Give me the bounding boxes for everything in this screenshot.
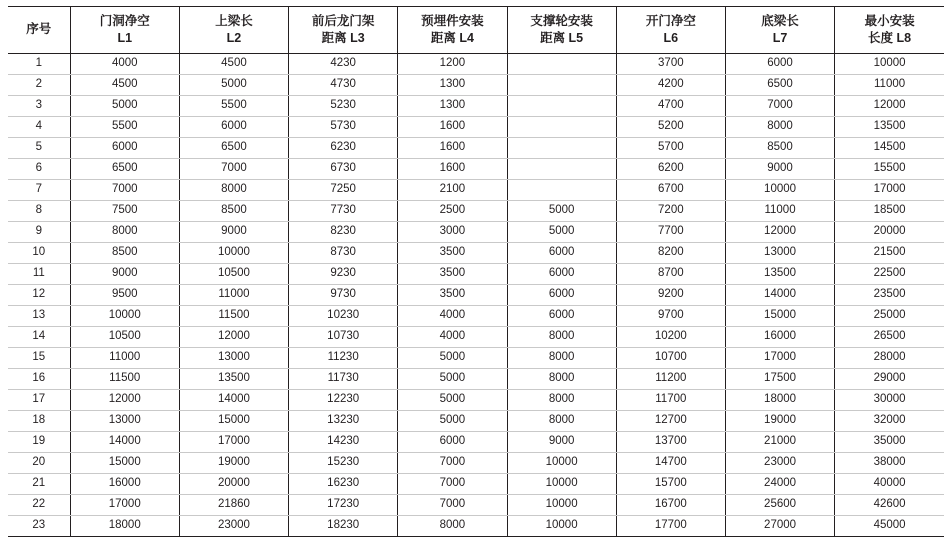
cell-l4: 3000 — [398, 222, 507, 243]
cell-l6: 5700 — [616, 138, 725, 159]
cell-l8: 42600 — [835, 495, 944, 516]
cell-l7: 18000 — [725, 390, 834, 411]
cell-l7: 25600 — [725, 495, 834, 516]
table-row — [8, 96, 944, 117]
cell-l8: 22500 — [835, 264, 944, 285]
cell-l7: 14000 — [725, 285, 834, 306]
cell-l6: 6200 — [616, 159, 725, 180]
cell-l6: 14700 — [616, 453, 725, 474]
cell-l6: 8700 — [616, 264, 725, 285]
cell-l3: 7250 — [289, 180, 398, 201]
cell-l2: 23000 — [179, 516, 288, 537]
column-header-l2 — [179, 7, 288, 54]
cell-l3: 10730 — [289, 327, 398, 348]
cell-l2: 11000 — [179, 285, 288, 306]
cell-l2: 5000 — [179, 75, 288, 96]
cell-l4: 4000 — [398, 327, 507, 348]
cell-l1: 7000 — [70, 180, 179, 201]
cell-l1: 6500 — [70, 159, 179, 180]
cell-index: 17 — [8, 390, 70, 411]
cell-l2: 10000 — [179, 243, 288, 264]
cell-l2: 21860 — [179, 495, 288, 516]
cell-l7: 24000 — [725, 474, 834, 495]
cell-l2: 17000 — [179, 432, 288, 453]
cell-l8: 17000 — [835, 180, 944, 201]
cell-l4: 5000 — [398, 369, 507, 390]
column-header-line2: L7 — [772, 30, 788, 45]
cell-l3: 6730 — [289, 159, 398, 180]
cell-l2: 19000 — [179, 453, 288, 474]
cell-l4: 2500 — [398, 201, 507, 222]
cell-index: 20 — [8, 453, 70, 474]
cell-l3: 5730 — [289, 117, 398, 138]
cell-l7: 8000 — [725, 117, 834, 138]
column-header-l4 — [398, 7, 507, 54]
cell-l2: 5500 — [179, 96, 288, 117]
cell-index: 1 — [8, 54, 70, 75]
cell-l4: 4000 — [398, 306, 507, 327]
cell-l8: 26500 — [835, 327, 944, 348]
column-header-line2: 长度 L8 — [868, 30, 912, 45]
cell-l5: 5000 — [507, 222, 616, 243]
cell-l3: 6230 — [289, 138, 398, 159]
cell-l3: 17230 — [289, 495, 398, 516]
cell-l7: 10000 — [725, 180, 834, 201]
cell-l2: 15000 — [179, 411, 288, 432]
cell-l7: 17000 — [725, 348, 834, 369]
cell-l6: 15700 — [616, 474, 725, 495]
cell-l7: 6500 — [725, 75, 834, 96]
cell-l2: 6500 — [179, 138, 288, 159]
cell-l6: 9200 — [616, 285, 725, 306]
cell-l6: 4700 — [616, 96, 725, 117]
cell-l4: 5000 — [398, 348, 507, 369]
cell-l6: 6700 — [616, 180, 725, 201]
cell-l3: 16230 — [289, 474, 398, 495]
specification-table — [8, 6, 944, 537]
cell-l5 — [507, 96, 616, 117]
table-row — [8, 411, 944, 432]
cell-l8: 15500 — [835, 159, 944, 180]
cell-l5 — [507, 117, 616, 138]
cell-l7: 13000 — [725, 243, 834, 264]
table-row — [8, 264, 944, 285]
column-header-l6 — [616, 7, 725, 54]
cell-l2: 10500 — [179, 264, 288, 285]
cell-l7: 6000 — [725, 54, 834, 75]
cell-l5 — [507, 75, 616, 96]
cell-index: 6 — [8, 159, 70, 180]
cell-l8: 30000 — [835, 390, 944, 411]
column-header-line1: 序号 — [26, 22, 52, 37]
cell-l5: 8000 — [507, 348, 616, 369]
cell-l8: 14500 — [835, 138, 944, 159]
cell-l2: 8000 — [179, 180, 288, 201]
cell-l7: 15000 — [725, 306, 834, 327]
cell-l8: 25000 — [835, 306, 944, 327]
column-header-line1: 上梁长 — [215, 14, 253, 28]
cell-index: 15 — [8, 348, 70, 369]
cell-l6: 8200 — [616, 243, 725, 264]
cell-index: 9 — [8, 222, 70, 243]
cell-l4: 3500 — [398, 285, 507, 306]
cell-l5: 8000 — [507, 327, 616, 348]
cell-l1: 17000 — [70, 495, 179, 516]
cell-l4: 8000 — [398, 516, 507, 537]
cell-l8: 18500 — [835, 201, 944, 222]
column-header-line2: L1 — [117, 30, 133, 45]
cell-l1: 8500 — [70, 243, 179, 264]
cell-l6: 7200 — [616, 201, 725, 222]
cell-index: 11 — [8, 264, 70, 285]
column-header-line1: 底梁长 — [761, 14, 799, 28]
cell-l2: 8500 — [179, 201, 288, 222]
cell-l7: 17500 — [725, 369, 834, 390]
column-header-index — [8, 7, 70, 54]
cell-l1: 4500 — [70, 75, 179, 96]
cell-l8: 11000 — [835, 75, 944, 96]
cell-l1: 4000 — [70, 54, 179, 75]
table-row — [8, 75, 944, 96]
cell-l7: 13500 — [725, 264, 834, 285]
cell-l1: 10000 — [70, 306, 179, 327]
cell-l5: 10000 — [507, 474, 616, 495]
table-row — [8, 390, 944, 411]
cell-l3: 9730 — [289, 285, 398, 306]
cell-l3: 12230 — [289, 390, 398, 411]
cell-l1: 9500 — [70, 285, 179, 306]
table-row — [8, 54, 944, 75]
cell-l6: 11200 — [616, 369, 725, 390]
cell-l8: 45000 — [835, 516, 944, 537]
column-header-l3 — [289, 7, 398, 54]
cell-l4: 5000 — [398, 390, 507, 411]
cell-l6: 7700 — [616, 222, 725, 243]
column-header-line2: 距离 L5 — [540, 30, 584, 45]
cell-l2: 13500 — [179, 369, 288, 390]
cell-l4: 1600 — [398, 138, 507, 159]
cell-l5: 10000 — [507, 516, 616, 537]
cell-l6: 10700 — [616, 348, 725, 369]
cell-l3: 13230 — [289, 411, 398, 432]
cell-index: 22 — [8, 495, 70, 516]
table-row — [8, 159, 944, 180]
cell-l4: 1300 — [398, 96, 507, 117]
cell-l6: 10200 — [616, 327, 725, 348]
cell-l1: 10500 — [70, 327, 179, 348]
table-row — [8, 327, 944, 348]
cell-l1: 5000 — [70, 96, 179, 117]
cell-l8: 40000 — [835, 474, 944, 495]
cell-l7: 12000 — [725, 222, 834, 243]
cell-l7: 16000 — [725, 327, 834, 348]
cell-l5: 5000 — [507, 201, 616, 222]
cell-l3: 4230 — [289, 54, 398, 75]
cell-l8: 12000 — [835, 96, 944, 117]
cell-l5: 10000 — [507, 453, 616, 474]
cell-l6: 11700 — [616, 390, 725, 411]
cell-l1: 11000 — [70, 348, 179, 369]
table-row — [8, 180, 944, 201]
cell-l3: 14230 — [289, 432, 398, 453]
cell-l2: 7000 — [179, 159, 288, 180]
cell-l8: 35000 — [835, 432, 944, 453]
column-header-l8 — [835, 7, 944, 54]
table-row — [8, 516, 944, 537]
cell-l6: 17700 — [616, 516, 725, 537]
cell-l7: 23000 — [725, 453, 834, 474]
cell-l6: 16700 — [616, 495, 725, 516]
table-row — [8, 201, 944, 222]
cell-l2: 12000 — [179, 327, 288, 348]
cell-index: 3 — [8, 96, 70, 117]
cell-l4: 7000 — [398, 453, 507, 474]
cell-l5: 8000 — [507, 390, 616, 411]
cell-l7: 21000 — [725, 432, 834, 453]
cell-l2: 4500 — [179, 54, 288, 75]
cell-l2: 6000 — [179, 117, 288, 138]
cell-l3: 5230 — [289, 96, 398, 117]
cell-l8: 10000 — [835, 54, 944, 75]
cell-l5 — [507, 54, 616, 75]
cell-l4: 1600 — [398, 117, 507, 138]
cell-l1: 18000 — [70, 516, 179, 537]
cell-l5 — [507, 138, 616, 159]
cell-l6: 3700 — [616, 54, 725, 75]
cell-l3: 9230 — [289, 264, 398, 285]
cell-l3: 8730 — [289, 243, 398, 264]
cell-index: 19 — [8, 432, 70, 453]
cell-l8: 20000 — [835, 222, 944, 243]
cell-l6: 13700 — [616, 432, 725, 453]
cell-l5: 6000 — [507, 285, 616, 306]
cell-l3: 8230 — [289, 222, 398, 243]
cell-l4: 7000 — [398, 495, 507, 516]
cell-l7: 8500 — [725, 138, 834, 159]
cell-l5: 6000 — [507, 243, 616, 264]
table-row — [8, 138, 944, 159]
cell-l8: 38000 — [835, 453, 944, 474]
cell-l3: 11230 — [289, 348, 398, 369]
cell-l5 — [507, 180, 616, 201]
column-header-l5 — [507, 7, 616, 54]
column-header-line1: 开门净空 — [645, 14, 696, 28]
cell-index: 12 — [8, 285, 70, 306]
cell-l8: 23500 — [835, 285, 944, 306]
cell-index: 8 — [8, 201, 70, 222]
column-header-line1: 最小安装 — [864, 14, 915, 28]
column-header-line2: 距离 L3 — [321, 30, 365, 45]
cell-l4: 1300 — [398, 75, 507, 96]
cell-l4: 3500 — [398, 264, 507, 285]
cell-l3: 11730 — [289, 369, 398, 390]
cell-l1: 14000 — [70, 432, 179, 453]
cell-l1: 16000 — [70, 474, 179, 495]
cell-l7: 9000 — [725, 159, 834, 180]
column-header-line1: 前后龙门架 — [311, 14, 375, 28]
table-row — [8, 306, 944, 327]
cell-l4: 5000 — [398, 411, 507, 432]
cell-index: 5 — [8, 138, 70, 159]
cell-l8: 13500 — [835, 117, 944, 138]
cell-l1: 7500 — [70, 201, 179, 222]
cell-l2: 20000 — [179, 474, 288, 495]
cell-l8: 21500 — [835, 243, 944, 264]
table-row — [8, 243, 944, 264]
cell-l3: 15230 — [289, 453, 398, 474]
cell-l6: 12700 — [616, 411, 725, 432]
cell-l3: 10230 — [289, 306, 398, 327]
table-row — [8, 432, 944, 453]
table-row — [8, 117, 944, 138]
cell-l4: 2100 — [398, 180, 507, 201]
cell-l5: 10000 — [507, 495, 616, 516]
cell-l3: 18230 — [289, 516, 398, 537]
cell-l7: 11000 — [725, 201, 834, 222]
table-row — [8, 348, 944, 369]
cell-l1: 12000 — [70, 390, 179, 411]
table-row — [8, 474, 944, 495]
cell-l8: 28000 — [835, 348, 944, 369]
table-row — [8, 285, 944, 306]
cell-l1: 9000 — [70, 264, 179, 285]
cell-index: 2 — [8, 75, 70, 96]
column-header-l7 — [725, 7, 834, 54]
column-header-line2: 距离 L4 — [430, 30, 474, 45]
cell-index: 16 — [8, 369, 70, 390]
cell-l5: 9000 — [507, 432, 616, 453]
cell-l2: 9000 — [179, 222, 288, 243]
table-row — [8, 495, 944, 516]
cell-l5 — [507, 159, 616, 180]
cell-l1: 13000 — [70, 411, 179, 432]
cell-index: 7 — [8, 180, 70, 201]
cell-index: 13 — [8, 306, 70, 327]
column-header-line1: 门洞净空 — [99, 14, 150, 28]
cell-l1: 6000 — [70, 138, 179, 159]
cell-l7: 27000 — [725, 516, 834, 537]
cell-l5: 6000 — [507, 306, 616, 327]
cell-l4: 3500 — [398, 243, 507, 264]
column-header-line1: 支撑轮安装 — [530, 14, 593, 28]
cell-l8: 32000 — [835, 411, 944, 432]
column-header-line2: L2 — [226, 30, 242, 45]
cell-l8: 29000 — [835, 369, 944, 390]
table-row — [8, 222, 944, 243]
cell-l4: 1200 — [398, 54, 507, 75]
cell-l1: 11500 — [70, 369, 179, 390]
cell-l4: 7000 — [398, 474, 507, 495]
cell-l5: 8000 — [507, 411, 616, 432]
cell-l3: 7730 — [289, 201, 398, 222]
cell-l7: 7000 — [725, 96, 834, 117]
cell-l1: 8000 — [70, 222, 179, 243]
cell-l5: 8000 — [507, 369, 616, 390]
cell-l7: 19000 — [725, 411, 834, 432]
cell-l4: 1600 — [398, 159, 507, 180]
column-header-line2: L6 — [663, 30, 679, 45]
cell-l4: 6000 — [398, 432, 507, 453]
cell-l3: 4730 — [289, 75, 398, 96]
cell-l1: 15000 — [70, 453, 179, 474]
cell-index: 23 — [8, 516, 70, 537]
table-row — [8, 453, 944, 474]
cell-l1: 5500 — [70, 117, 179, 138]
table-header-row — [8, 7, 944, 54]
cell-index: 21 — [8, 474, 70, 495]
cell-l6: 4200 — [616, 75, 725, 96]
cell-l6: 9700 — [616, 306, 725, 327]
cell-index: 18 — [8, 411, 70, 432]
cell-index: 14 — [8, 327, 70, 348]
column-header-line1: 预埋件安装 — [421, 14, 484, 28]
cell-l5: 6000 — [507, 264, 616, 285]
table-row — [8, 369, 944, 390]
table-header — [8, 7, 944, 54]
cell-l2: 11500 — [179, 306, 288, 327]
cell-index: 4 — [8, 117, 70, 138]
column-header-l1 — [70, 7, 179, 54]
cell-l6: 5200 — [616, 117, 725, 138]
cell-index: 10 — [8, 243, 70, 264]
table-body — [8, 54, 944, 537]
cell-l2: 13000 — [179, 348, 288, 369]
cell-l2: 14000 — [179, 390, 288, 411]
